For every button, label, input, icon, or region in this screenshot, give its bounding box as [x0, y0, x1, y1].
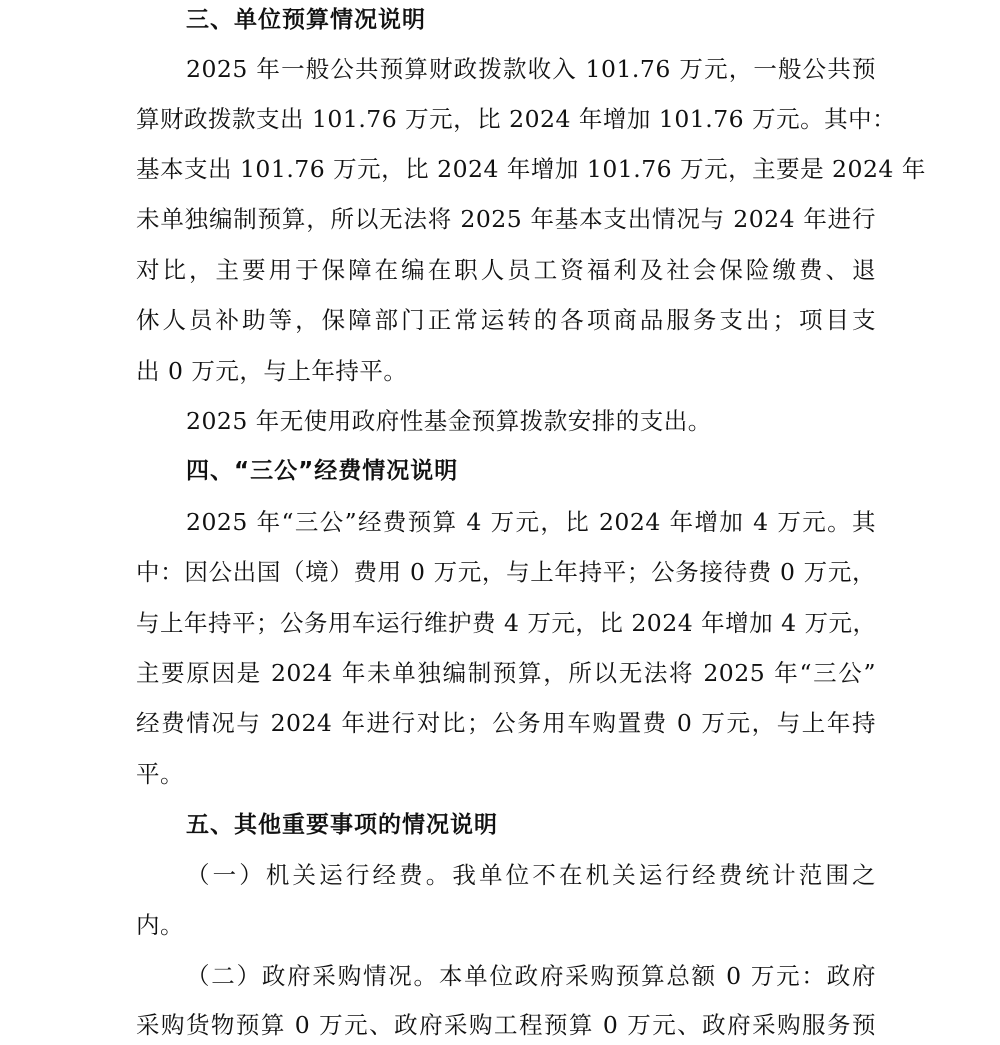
section-heading-budget: 三、单位预算情况说明 — [186, 7, 426, 33]
paragraph-line: 2025 年“三公”经费预算 4 万元，比 2024 年增加 4 万元。其 — [186, 508, 876, 536]
paragraph-line: 与上年持平；公务用车运行维护费 4 万元，比 2024 年增加 4 万元， — [136, 609, 877, 637]
paragraph-line: 算财政拨款支出 101.76 万元，比 2024 年增加 101.76 万元。其中： — [136, 105, 897, 133]
section-heading-other-matters: 五、其他重要事项的情况说明 — [186, 812, 498, 838]
paragraph-line: 未单独编制预算，所以无法将 2025 年基本支出情况与 2024 年进行 — [136, 205, 876, 233]
paragraph-line: （二）政府采购情况。本单位政府采购预算总额 0 万元：政府 — [186, 962, 876, 990]
paragraph-line: 中：因公出国（境）费用 0 万元，与上年持平；公务接待费 0 万元， — [136, 558, 876, 586]
paragraph-line: 内。 — [136, 911, 184, 939]
paragraph-line: 主要原因是 2024 年未单独编制预算，所以无法将 2025 年“三公” — [136, 659, 876, 687]
paragraph-line: 经费情况与 2024 年进行对比；公务用车购置费 0 万元，与上年持 — [136, 709, 876, 737]
paragraph-line: 采购货物预算 0 万元、政府采购工程预算 0 万元、政府采购服务预 — [136, 1011, 876, 1039]
paragraph-line: 基本支出 101.76 万元，比 2024 年增加 101.76 万元，主要是 2024 年 — [136, 155, 926, 183]
paragraph-line: 休人员补助等，保障部门正常运转的各项商品服务支出；项目支 — [136, 306, 876, 334]
paragraph-line: 出 0 万元，与上年持平。 — [136, 357, 408, 385]
paragraph-line: 2025 年一般公共预算财政拨款收入 101.76 万元，一般公共预 — [186, 55, 876, 83]
section-heading-three-public: 四、“三公”经费情况说明 — [186, 458, 459, 484]
paragraph-line: 平。 — [136, 760, 184, 788]
paragraph-line: 对比，主要用于保障在编在职人员工资福利及社会保险缴费、退 — [136, 256, 876, 284]
paragraph-line: 2025 年无使用政府性基金预算拨款安排的支出。 — [186, 407, 712, 435]
paragraph-line: （一）机关运行经费。我单位不在机关运行经费统计范围之 — [186, 861, 876, 889]
